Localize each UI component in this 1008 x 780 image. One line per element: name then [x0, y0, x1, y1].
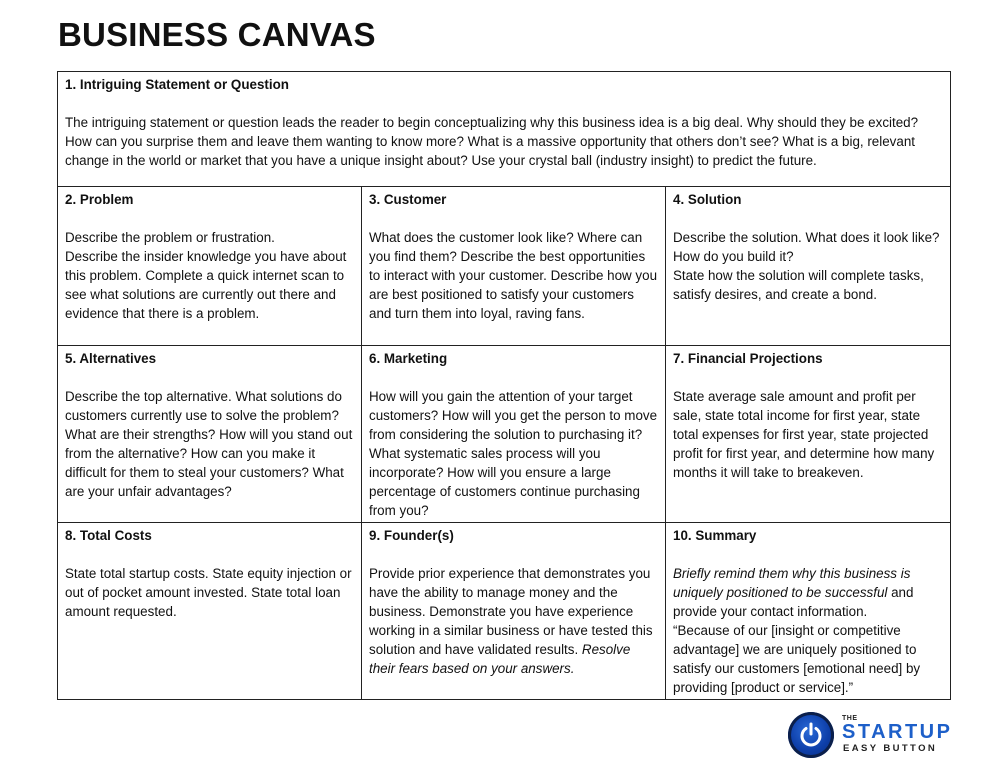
section-customer	[362, 187, 666, 346]
section-founders	[362, 523, 666, 700]
section-marketing	[362, 346, 666, 523]
section-body: and provide your contact information. “Because of our [insight or competitive advantage] we are uniquely positioned to satisfy our customers [emotional need] by providing [product or service].”	[673, 585, 921, 695]
section-heading: 8. Total Costs	[65, 528, 152, 543]
canvas-row-2	[58, 187, 951, 346]
section-heading: 7. Financial Projections	[673, 351, 823, 366]
section-heading: 5. Alternatives	[65, 351, 157, 366]
section-body-italic: Briefly remind them why this business is uniquely positioned to be successful	[673, 566, 911, 600]
section-problem	[58, 187, 362, 346]
canvas-row-4	[58, 523, 951, 700]
section-body: How will you gain the attention of your target customers? How will you get the person to move from considering the solution to purchasing it? What systematic sales process will you incorporate? How will you ensure a large percentage of customers continue purchasing from you?	[369, 389, 658, 518]
canvas-row-3	[58, 346, 951, 523]
section-body: State total startup costs. State equity injection or out of pocket amount invested. State total loan amount requested.	[65, 566, 352, 619]
section-body: What does the customer look like? Where can you find them? Describe the best opportunities to interact with your customer. Describe how you are best positioned to satisfy your customers and turn them into loyal, raving fans.	[369, 230, 658, 321]
logo-sub-text: EASY BUTTON	[843, 743, 938, 754]
page-title: BUSINESS CANVAS	[58, 16, 376, 53]
section-body: Provide prior experience that demonstrates you have the ability to manage money and the business. Demonstrate you have experience working in a similar business or have tested this solution and have validated results.	[369, 566, 653, 657]
section-body-wrap	[673, 564, 944, 697]
logo-main-text: STARTUP	[842, 721, 953, 743]
section-body: Describe the problem or frustration. Describe the insider knowledge you have about this problem. Complete a quick internet scan to see what solutions are currently out there and evidence that there is a problem.	[65, 230, 347, 321]
section-alternatives	[58, 346, 362, 523]
business-canvas-table	[57, 71, 951, 700]
section-heading: 2. Problem	[65, 192, 134, 207]
section-summary	[666, 523, 951, 700]
logo-the-text: THE	[842, 715, 858, 722]
power-icon	[788, 712, 834, 758]
canvas-row-1	[58, 72, 951, 187]
section-heading: 3. Customer	[369, 192, 447, 207]
section-solution	[666, 187, 951, 346]
section-body: State average sale amount and profit per sale, state total income for first year, state total expenses for first year, state projected profit for first year, and determine how many months it will take to breakeven.	[673, 389, 935, 480]
section-body: Describe the solution. What does it look like? How do you build it? State how the solution will complete tasks, satisfy desires, and create a bond.	[673, 230, 940, 302]
section-heading: 9. Founder(s)	[369, 528, 454, 543]
startup-easy-button-logo	[788, 712, 953, 764]
section-heading: 1. Intriguing Statement or Question	[65, 77, 289, 92]
section-total-costs	[58, 523, 362, 700]
section-intriguing-statement	[58, 72, 951, 187]
section-body-wrap	[369, 564, 659, 678]
section-heading: 4. Solution	[673, 192, 742, 207]
section-financial-projections	[666, 346, 951, 523]
section-body: The intriguing statement or question leads the reader to begin conceptualizing why this business idea is a big deal. Why should they be excited? How can you surprise them and leave them wanting to know more? What is a massive opportunity that others don’t see? What is a big, relevant change in the world or market that you have a unique insight about? Use your crystal ball (industry insight) to predict the future.	[65, 115, 919, 168]
section-body: Describe the top alternative. What solutions do customers currently use to solve the problem? What are their strengths? How will you stand out from the alternative? How can you make it difficult for them to steal your customers? What are your unfair advantages?	[65, 389, 353, 499]
section-heading: 6. Marketing	[369, 351, 448, 366]
section-body-italic: Resolve their fears based on your answers.	[369, 642, 631, 676]
section-heading: 10. Summary	[673, 528, 757, 543]
